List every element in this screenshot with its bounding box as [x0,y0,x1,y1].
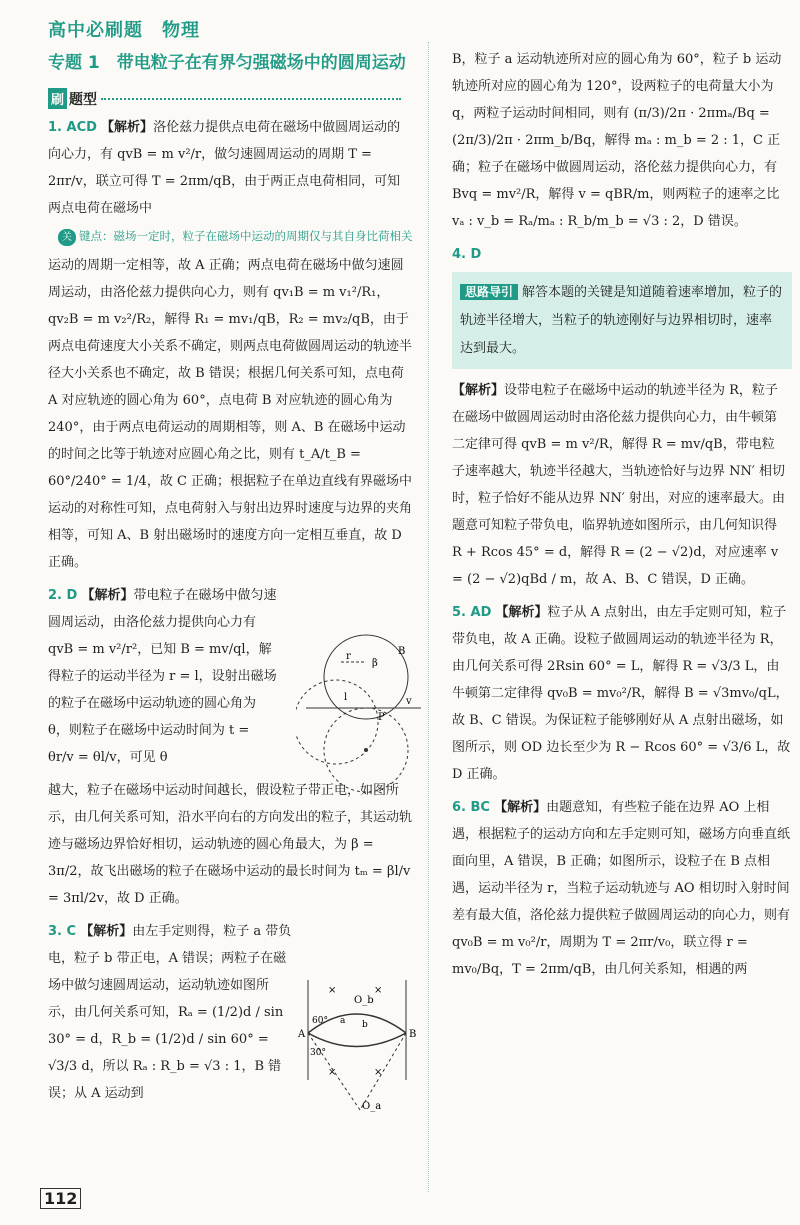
fig3-ang2: 30° [310,1048,326,1058]
answer-2-number: 2. D [48,588,78,603]
tag-divider [101,98,401,100]
answer-1-label: 【解析】 [101,120,154,135]
keypoint-note [58,228,413,246]
section-tag [48,88,401,109]
answer-1-cont [48,252,413,576]
topic-title: 专题 1 带电粒子在有界匀强磁场中的圆周运动 [48,53,406,73]
keypoint-badge: 关 [58,229,76,246]
answer-5-text: 粒子从 A 点射出，由左手定则可知，粒子带负电，故 A 正确。设粒子做圆周运动的轨迹半径为 R，由几何关系可得 2Rsin 60° = L，解得 R = √3/3 L，由牛顿第二定律得 qv₀B = mv₀²/R，解得 B = √3mv₀/qL，故 B、C 错误。为保证粒子能够刚好从 A 点射出磁场，如图所示，则 OD 边长至少为 R − Rcos 60° = √3/6 L，故 D 正确。 [452,605,791,782]
answer-4-label: 【解析】 [452,383,505,398]
answer-1-number: 1. ACD [48,120,97,135]
answer-4-number: 4. D [452,247,482,262]
answer-3-cont-text: B，粒子 a 运动轨迹所对应的圆心角为 60°，粒子 b 运动轨迹所对应的圆心角为 120°，设两粒子的电荷量大小为 q，两粒子运动时间相同，则有 (π/3)/2π · 2πmₐ/Bq = (2π/3)/2π · 2πm_b/Bq，解得 mₐ : m_b = 2 : 1，C 正确；粒子在磁场中做圆周运动，洛伦兹力提供向心力，有 Bvq = mv²/R，解得 v = qBR/m，则两粒子的速率之比 vₐ : v_b = Rₐ/mₐ : R_b/m_b = √3 : 2，D 错误。 [452,52,782,229]
fig2-b: B [398,646,406,657]
left-column [48,114,413,1113]
answer-5 [452,599,792,788]
fig3-la: a [340,1016,346,1026]
answer-6-number: 6. BC [452,800,490,815]
hint-badge: 思路导引 [460,284,518,300]
answer-4-text: 设带电粒子在磁场中运动的轨迹半径为 R，粒子在磁场中做圆周运动时由洛伦兹力提供向心力，由牛顿第二定律可得 qvB = m v²/R，解得 R = mv/qB，带电粒子速率越大，轨迹半径越大，当轨迹恰好与边界 NN′ 相切时，粒子恰好不能从边界 NN′ 射出，对应的速率最大。由题意可知粒子带负电，临界轨迹如图所示，由几何知识得 R + Rcos 45° = d，解得 R = (2 − √2)d，对应速率 v = (2 − √2)qBd / m，故 A、B、C 错误，D 正确。 [452,383,785,587]
answer-6-text: 由题意知，有些粒子能在边界 AO 上相遇，根据粒子的运动方向和左手定则可知，磁场方向垂直纸面向里，A 错误，B 正确；如图所示，设粒子在 B 点相遇，运动半径为 r，当粒子运动轨迹与 AO 相切时入射时间差有最大值，洛伦兹力提供粒子做圆周运动的向心力，则有 qv₀B = m v₀²/r，周期为 T = 2πr/v₀，联立得 r = mv₀/Bq，T = 2πm/qB，由几何关系知，相遇的两 [452,800,791,977]
answer-4-heading [452,241,792,268]
answer-3-text: 由左手定则得，粒子 a 带负电，粒子 b 带正电，A 错误；两粒子在磁场中做匀速圆周运动，运动轨迹如图所示，由几何关系可知，Rₐ = (1/2)d / sin 30° = d，R_b = (1/2)d / sin 60° = √3/3 d，所以 Rₐ : R_b = √3 : 1，B 错误；从 A 运动到 [48,924,292,1101]
svg-text:×: × [328,1067,337,1078]
right-column [452,46,792,989]
column-divider [428,42,429,1192]
fig2-beta: β [372,658,378,669]
fig2-v: v [406,696,412,707]
tag-text: 题型 [69,91,98,108]
tag-box: 刷 [48,88,67,109]
svg-text:×: × [374,1067,383,1078]
answer-6 [452,794,792,983]
page-number: 112 [40,1188,81,1209]
answer-2-text-a: 带电粒子在磁场中做匀速圆周运动，由洛伦兹力提供向心力有 qvB = m v²/r²，已知 B = mv/ql，解得粒子的运动半径为 r = l，设射出磁场的粒子在磁场中运动轨迹的圆心角为 θ，则粒子在磁场中运动时间为 t = θr/v = θl/v，可见 θ [48,588,277,765]
answer-4 [452,377,787,593]
answer-3 [48,918,293,1107]
answer-3-continued [452,46,792,235]
answer-1-text-a: 洛伦兹力提供点电荷在磁场中做圆周运动的向心力，有 qvB = m v²/r，做匀速圆周运动的周期 T = 2πr/v，联立可得 T = 2πm/qB，由于两正点电荷相同，可知两点电荷在磁场中 [48,120,401,216]
answer-3-label: 【解析】 [80,924,133,939]
answer-2-label: 【解析】 [81,588,134,603]
book-title: 高中必刷题 物理 [48,20,200,41]
fig3-b: B [409,1029,417,1040]
answer-5-label: 【解析】 [495,605,548,620]
fig2-r: r [346,651,351,662]
fig2-p: P [378,712,385,723]
fig3-a: A [298,1029,306,1040]
answer-1 [48,114,413,222]
fig3-ang1: 60° [312,1016,328,1026]
answer-2 [48,582,278,771]
answer-6-label: 【解析】 [494,800,547,815]
fig3-ob: O_b [354,995,374,1006]
svg-text:×: × [374,985,383,996]
fig2-l: l [344,692,348,703]
hint-box [452,272,792,369]
hint-text: 解答本题的关键是知道随着速率增加，粒子的轨迹半径增大，当粒子的轨迹刚好与边界相切时，速率达到最大。 [460,285,783,356]
answer-5-number: 5. AD [452,605,492,620]
svg-text:×: × [328,985,337,996]
keypoint-text: 键点：磁场一定时，粒子在磁场中运动的周期仅与其自身比荷相关 [79,229,413,243]
answer-2-text-b: 越大，粒子在磁场中运动时间越长，假设粒子带正电，如图所示，由几何关系可知，沿水平向右的方向发出的粒子，其运动轨迹与磁场边界恰好相切，运动轨迹的圆心角最大，为 β = 3π/2，故飞出磁场的粒子在磁场中运动的最长时间为 tₘ = βl/v = 3πl/2v，故 D 正确。 [48,783,413,906]
figure-q3 [296,975,426,1115]
fig3-lb: b [362,1020,368,1030]
figure-q2 [296,622,426,822]
answer-3-number: 3. C [48,924,77,939]
answer-1-text-b: 运动的周期一定相等，故 A 正确；两点电荷在磁场中做匀速圆周运动，由洛伦兹力提供向心力，则有 qv₁B = m v₁²/R₁，qv₂B = m v₂²/R₂，解得 R₁ = mv₁/qB，R₂ = mv₂/qB，由于两点电荷速度大小关系不确定，则两点电荷做圆周运动的轨迹半径大小关系也不确定，故 B 错误；根据几何关系可知，点电荷 A 对应轨迹的圆心角为 60°，点电荷 B 对应轨迹的圆心角为 240°，由于两点电荷运动的周期相等，则 A、B 在磁场中运动的时间之比等于轨迹对应圆心角之比，则有 t_A/t_B = 60°/240° = 1/4，故 C 正确；根据粒子在单边直线有界磁场中运动的对称性可知，点电荷射入与射出边界时速度与边界的夹角相等，可知 A、B 射出磁场时的速度方向一定相互垂直，故 D 正确。 [48,258,413,570]
fig3-oa: O_a [362,1101,382,1112]
